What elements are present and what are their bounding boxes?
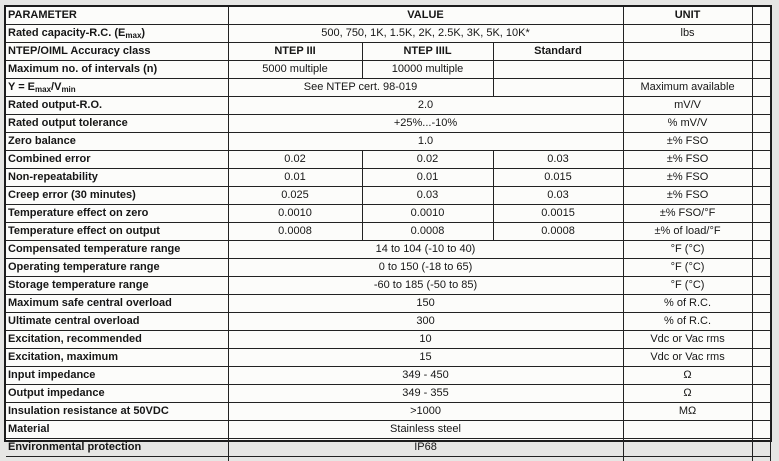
edge-strip-cell — [752, 205, 770, 223]
label-subscript: min — [61, 85, 75, 94]
row-max-intervals — [6, 61, 770, 79]
spec-table-frame — [4, 5, 772, 442]
param-y-ratio — [6, 79, 228, 97]
edge-strip-cell — [752, 385, 770, 403]
unit-max-intervals — [623, 61, 752, 79]
edge-strip-cell — [752, 457, 770, 461]
edge-strip-cell — [752, 295, 770, 313]
param-temp-effect-output: Temperature effect on output — [6, 223, 228, 241]
value-creep-error-ntep3: 0.025 — [228, 187, 362, 205]
edge-strip-cell — [752, 97, 770, 115]
row-accuracy-class — [6, 43, 770, 61]
row-excitation-maximum — [6, 349, 770, 367]
unit-temp-effect-output: ±% of load/°F — [623, 223, 752, 241]
unit-material — [623, 421, 752, 439]
param-storage-temp-range: Storage temperature range — [6, 277, 228, 295]
unit-temp-effect-zero: ±% FSO/°F — [623, 205, 752, 223]
param-zero-balance: Zero balance — [6, 133, 228, 151]
param-material: Material — [6, 421, 228, 439]
row-zero-balance — [6, 133, 770, 151]
edge-strip-cell — [752, 61, 770, 79]
unit-rated-output: mV/V — [623, 97, 752, 115]
param-rated-output: Rated output-R.O. — [6, 97, 228, 115]
param-rated-capacity — [6, 25, 228, 43]
param-insulation-resistance: Insulation resistance at 50VDC — [6, 403, 228, 421]
unit-environmental-protection — [623, 439, 752, 457]
value-temp-effect-zero-ntep3l: 0.0010 — [362, 205, 493, 223]
value-combined-error-standard: 0.03 — [493, 151, 623, 169]
edge-strip-cell — [752, 313, 770, 331]
table-header-row — [6, 7, 770, 25]
edge-strip-cell — [752, 259, 770, 277]
edge-strip-cell — [752, 151, 770, 169]
edge-strip-cell — [752, 133, 770, 151]
param-excitation-maximum: Excitation, maximum — [6, 349, 228, 367]
value-input-impedance: 349 - 450 — [228, 367, 623, 385]
value-max-intervals-ntep3: 5000 multiple — [228, 61, 362, 79]
value-excitation-recommended: 10 — [228, 331, 623, 349]
header-unit: UNIT — [623, 7, 752, 25]
row-output-impedance — [6, 385, 770, 403]
edge-strip-cell — [6, 457, 228, 461]
row-creep-error — [6, 187, 770, 205]
value-max-safe-overload: 150 — [228, 295, 623, 313]
value-zero-balance: 1.0 — [228, 133, 623, 151]
edge-strip-cell — [752, 43, 770, 61]
value-excitation-maximum: 15 — [228, 349, 623, 367]
value-temp-effect-zero-ntep3: 0.0010 — [228, 205, 362, 223]
value-combined-error-ntep3: 0.02 — [228, 151, 362, 169]
value-creep-error-standard: 0.03 — [493, 187, 623, 205]
param-compensated-temp-range: Compensated temperature range — [6, 241, 228, 259]
param-excitation-recommended: Excitation, recommended — [6, 331, 228, 349]
edge-strip-cell — [752, 7, 770, 25]
param-output-impedance: Output impedance — [6, 385, 228, 403]
unit-compensated-temp-range: °F (°C) — [623, 241, 752, 259]
row-max-safe-overload — [6, 295, 770, 313]
load-cell-spec-table — [6, 7, 771, 461]
row-combined-error — [6, 151, 770, 169]
header-parameter: PARAMETER — [6, 7, 228, 25]
edge-strip-cell — [752, 223, 770, 241]
param-input-impedance: Input impedance — [6, 367, 228, 385]
edge-strip-cell — [752, 241, 770, 259]
edge-strip-cell — [623, 457, 752, 461]
row-ultimate-overload — [6, 313, 770, 331]
edge-strip-cell — [228, 457, 623, 461]
param-creep-error: Creep error (30 minutes) — [6, 187, 228, 205]
unit-accuracy-class — [623, 43, 752, 61]
row-operating-temp-range — [6, 259, 770, 277]
label-subscript: max — [35, 85, 51, 94]
row-environmental-protection — [6, 439, 770, 457]
unit-excitation-maximum: Vdc or Vac rms — [623, 349, 752, 367]
row-storage-temp-range — [6, 277, 770, 295]
value-rated-output-tolerance: +25%...-10% — [228, 115, 623, 133]
row-material — [6, 421, 770, 439]
value-non-repeatability-standard: 0.015 — [493, 169, 623, 187]
row-rated-capacity — [6, 25, 770, 43]
label-text: Rated capacity-R.C. (E — [8, 27, 125, 39]
unit-input-impedance: Ω — [623, 367, 752, 385]
col-header-ntep-iiil: NTEP IIIL — [362, 43, 493, 61]
row-temp-effect-zero — [6, 205, 770, 223]
row-insulation-resistance — [6, 403, 770, 421]
label-text: ) — [141, 27, 145, 39]
edge-strip-cell — [752, 439, 770, 457]
value-non-repeatability-ntep3: 0.01 — [228, 169, 362, 187]
label-text: Y = E — [8, 81, 35, 93]
unit-operating-temp-range: °F (°C) — [623, 259, 752, 277]
label-text: /V — [51, 81, 61, 93]
param-rated-output-tolerance: Rated output tolerance — [6, 115, 228, 133]
col-header-ntep-iii: NTEP III — [228, 43, 362, 61]
value-output-impedance: 349 - 355 — [228, 385, 623, 403]
row-excitation-recommended — [6, 331, 770, 349]
unit-non-repeatability: ±% FSO — [623, 169, 752, 187]
col-header-standard: Standard — [493, 43, 623, 61]
row-input-impedance — [6, 367, 770, 385]
unit-zero-balance: ±% FSO — [623, 133, 752, 151]
label-subscript: max — [125, 31, 141, 40]
unit-insulation-resistance: MΩ — [623, 403, 752, 421]
value-compensated-temp-range: 14 to 104 (-10 to 40) — [228, 241, 623, 259]
value-insulation-resistance: >1000 — [228, 403, 623, 421]
row-temp-effect-output — [6, 223, 770, 241]
row-compensated-temp-range — [6, 241, 770, 259]
row-non-repeatability — [6, 169, 770, 187]
value-temp-effect-output-ntep3: 0.0008 — [228, 223, 362, 241]
value-max-intervals-standard — [493, 61, 623, 79]
edge-strip-cell — [752, 187, 770, 205]
value-combined-error-ntep3l: 0.02 — [362, 151, 493, 169]
unit-y-ratio: Maximum available — [623, 79, 752, 97]
edge-strip-cell — [752, 349, 770, 367]
value-ultimate-overload: 300 — [228, 313, 623, 331]
param-max-safe-overload: Maximum safe central overload — [6, 295, 228, 313]
param-accuracy-class: NTEP/OIML Accuracy class — [6, 43, 228, 61]
edge-strip-cell — [752, 79, 770, 97]
header-value: VALUE — [228, 7, 623, 25]
unit-excitation-recommended: Vdc or Vac rms — [623, 331, 752, 349]
value-material: Stainless steel — [228, 421, 623, 439]
value-creep-error-ntep3l: 0.03 — [362, 187, 493, 205]
param-ultimate-overload: Ultimate central overload — [6, 313, 228, 331]
unit-output-impedance: Ω — [623, 385, 752, 403]
edge-strip-cell — [752, 277, 770, 295]
row-rated-output — [6, 97, 770, 115]
value-storage-temp-range: -60 to 185 (-50 to 85) — [228, 277, 623, 295]
param-combined-error: Combined error — [6, 151, 228, 169]
row-rated-output-tolerance — [6, 115, 770, 133]
value-temp-effect-zero-standard: 0.0015 — [493, 205, 623, 223]
edge-strip-cell — [752, 25, 770, 43]
unit-combined-error: ±% FSO — [623, 151, 752, 169]
value-max-intervals-ntep3l: 10000 multiple — [362, 61, 493, 79]
value-temp-effect-output-ntep3l: 0.0008 — [362, 223, 493, 241]
value-temp-effect-output-standard: 0.0008 — [493, 223, 623, 241]
value-y-ratio: See NTEP cert. 98-019 — [228, 79, 493, 97]
unit-rated-output-tolerance: % mV/V — [623, 115, 752, 133]
value-rated-capacity: 500, 750, 1K, 1.5K, 2K, 2.5K, 3K, 5K, 10K* — [228, 25, 623, 43]
edge-strip-cell — [752, 169, 770, 187]
param-non-repeatability: Non-repeatability — [6, 169, 228, 187]
param-max-intervals: Maximum no. of intervals (n) — [6, 61, 228, 79]
edge-strip-cell — [752, 367, 770, 385]
value-operating-temp-range: 0 to 150 (-18 to 65) — [228, 259, 623, 277]
param-operating-temp-range: Operating temperature range — [6, 259, 228, 277]
param-environmental-protection: Environmental protection — [6, 439, 228, 457]
unit-max-safe-overload: % of R.C. — [623, 295, 752, 313]
value-rated-output: 2.0 — [228, 97, 623, 115]
unit-creep-error: ±% FSO — [623, 187, 752, 205]
edge-strip-cell — [752, 115, 770, 133]
unit-ultimate-overload: % of R.C. — [623, 313, 752, 331]
edge-strip-cell — [752, 403, 770, 421]
unit-rated-capacity: lbs — [623, 25, 752, 43]
edge-strip-cell — [752, 421, 770, 439]
unit-storage-temp-range: °F (°C) — [623, 277, 752, 295]
row-y-ratio — [6, 79, 770, 97]
edge-strip-cell — [752, 331, 770, 349]
bottom-edge-strip-row — [6, 457, 770, 461]
value-non-repeatability-ntep3l: 0.01 — [362, 169, 493, 187]
value-y-ratio-standard — [493, 79, 623, 97]
value-environmental-protection: IP68 — [228, 439, 623, 457]
param-temp-effect-zero: Temperature effect on zero — [6, 205, 228, 223]
